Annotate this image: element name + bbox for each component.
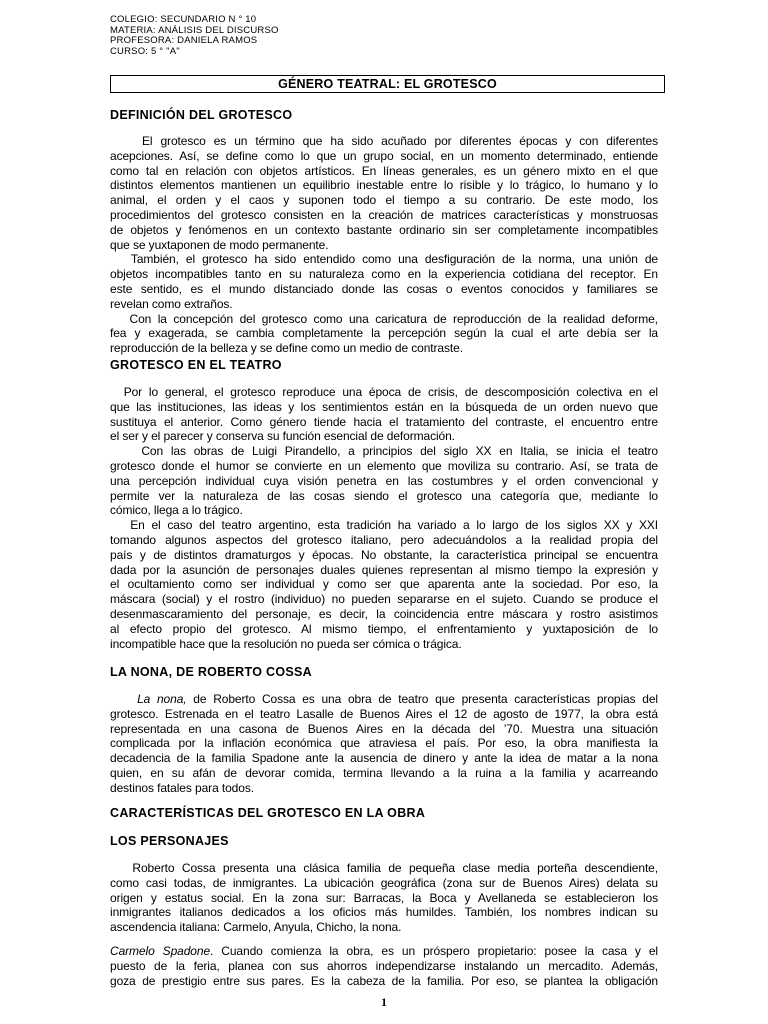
text-line: Por lo general, el grotesco reproduce una época de crisis, de descomposición colectiva en el: [110, 385, 658, 399]
text-line: representada en una casona de Buenos Aires en la década del ’70. Muestra una situación: [110, 721, 658, 736]
play-title: La nona,: [137, 692, 187, 706]
section-body-teatro: [110, 385, 658, 651]
text-line: el ser y el parecer y conserva su función esencial de deformación.: [110, 429, 455, 444]
text-line: complicada por la inflación económica que atraviesa el país. Por eso, la obra manifiesta la: [110, 736, 658, 751]
text-line: inmigrantes italianos dedicados a los oficios más humildes. También, los nombres indican su: [110, 905, 658, 920]
section-heading-definicion: DEFINICIÓN DEL GROTESCO: [110, 108, 293, 122]
section-body-definicion: [110, 134, 658, 356]
document-title: GÉNERO TEATRAL: EL GROTESCO: [110, 75, 665, 93]
page-number: 1: [381, 995, 387, 1009]
text-line: dada por la asunción de personajes duales quienes representan al mismo tiempo la expresión y: [110, 562, 658, 577]
section-heading-personajes: LOS PERSONAJES: [110, 834, 229, 848]
text-line: puesto de la feria, planea con sus ahorros independizarse instalando un mercadito. Además,: [110, 958, 658, 973]
text-line: ascendencia italiana: Carmelo, Anyula, Chicho, la nona.: [110, 920, 402, 935]
section-heading-caracteristicas: CARACTERÍSTICAS DEL GROTESCO EN LA OBRA: [110, 806, 426, 820]
section-body-la-nona: [110, 692, 658, 796]
text-line: una percepción individual cuya visión penetra en las costumbres y el orden convencional y: [110, 473, 658, 488]
text-line: máscara (social) y el rostro (individuo) no pueden separarse en el sujeto. Cuando se produce el: [110, 592, 658, 607]
text-line: este sentido, es el mundo distanciado donde las cosas o eventos conocidos y familiares se: [110, 281, 658, 296]
text-line: el ocultamiento como ser individual y como ser que aparenta ante la sociedad. Por eso, la: [110, 577, 658, 592]
text-line: quien, en su afán de devorar comida, termina llevando a la ruina a la familia y acarreando: [110, 765, 658, 780]
text-line: procedimientos del grotesco consisten en la creación de matrices características y monstruosas: [110, 207, 658, 222]
document-header: [110, 15, 279, 57]
text-line: distintos elementos mantienen un equilibrio inestable entre lo risible y lo trágico, lo humano y lo: [110, 178, 658, 193]
section-heading-teatro: GROTESCO EN EL TEATRO: [110, 358, 282, 372]
text-line: También, el grotesco ha sido entendido como una desfiguración de la norma, una unión de: [110, 252, 658, 267]
text-line: [110, 944, 658, 959]
course-line: CURSO: 5 ° "A": [110, 45, 180, 57]
character-name: Carmelo Spadone: [110, 944, 211, 958]
text-fragment: . Cuando comienza la obra, es un próspero propietario: posee la casa y el: [210, 944, 658, 958]
text-line: al efecto propio del grotesco. Al mismo tiempo, el enfrentamiento y yuxtaposición de lo: [110, 621, 658, 636]
text-line: de objetos y fenómenos en un contexto bastante ordinario sin ser completamente incompatibles: [110, 222, 658, 237]
subject-line: MATERIA: ANÁLISIS DEL DISCURSO: [110, 24, 279, 36]
text-line: goza de prestigio entre sus pares. Es la cabeza de la familia. Por eso, se plantea la obligación: [110, 973, 658, 988]
school-line: COLEGIO: SECUNDARIO N ° 10: [110, 14, 257, 25]
text-line: incompatible hace que la resolución no pueda ser cómica o trágica.: [110, 636, 462, 651]
text-line: El grotesco es un término que ha sido acuñado por diferentes épocas y con diferentes: [110, 134, 658, 148]
text-line: acepciones. Así, se define como lo que un grupo social, en un momento determinado, entiende: [110, 148, 658, 163]
text-line: que las instituciones, las ideas y los sentimientos están en la búsqueda de un orden nuevo que: [110, 399, 658, 414]
text-line: objetos incompatibles tanto en su naturaleza como en la experiencia cotidiana del receptor. En: [110, 267, 658, 282]
text-line: origen y estatus social. En la zona sur: Barracas, la Boca y Avellaneda se establecieron los: [110, 890, 658, 905]
text-line: decadencia de la familia Spadone ante la ausencia de dinero y ante la idea de matar a la nona: [110, 751, 658, 766]
text-line: [110, 692, 658, 707]
character-carmelo: [110, 944, 658, 988]
section-heading-la-nona: LA NONA, DE ROBERTO COSSA: [110, 665, 312, 679]
text-fragment: de Roberto Cossa es una obra de teatro que presenta características propias del: [186, 692, 658, 706]
text-line: Con la concepción del grotesco como una caricatura de reproducción de la realidad deforme,: [110, 311, 658, 326]
text-line: desenmascaramiento del personaje, es decir, la coincidencia entre máscara y rostro asistimos: [110, 606, 658, 621]
text-line: reproducción de la belleza y se define como un medio de contraste.: [110, 341, 463, 356]
text-line: En el caso del teatro argentino, esta tradición ha variado a lo largo de los siglos XX y XXI: [110, 518, 658, 533]
text-line: revelan como extraños.: [110, 296, 233, 311]
text-line: destinos fatales para todos.: [110, 780, 254, 795]
text-line: como tal en relación con objetos artísticos. En líneas generales, es un género mixto en el que: [110, 163, 658, 178]
text-line: como casi todas, de inmigrantes. La ubicación geográfica (zona sur de Buenos Aires) delata su: [110, 875, 658, 890]
teacher-line: PROFESORA: DANIELA RAMOS: [110, 35, 258, 46]
text-line: que se yuxtaponen de modo permanente.: [110, 237, 329, 252]
text-line: Roberto Cossa presenta una clásica familia de pequeña clase media porteña descendiente,: [110, 861, 658, 875]
text-line: grotesco. Estrenada en el teatro Lasalle de Buenos Aires el 12 de agosto de 1977, la obra está: [110, 706, 658, 721]
text-line: animal, el orden y el caos y suponen todo el tiempo a su contrario. De este modo, los: [110, 193, 658, 208]
text-line: permite ver la naturaleza de las cosas siendo el grotesco una categoría que, mediante lo: [110, 488, 658, 503]
text-line: Con las obras de Luigi Pirandello, a principios del siglo XX en Italia, se inicia el teatro: [110, 444, 658, 459]
text-line: grotesco donde el humor se convierte en un elemento que moviliza su contrario. Así, se trata de: [110, 458, 658, 473]
text-line: sustituya el anterior. Como género tiende hacia el tratamiento del contraste, el encuentro entre: [110, 414, 658, 429]
text-line: tomando algunos aspectos del grotesco italiano, pero adecuándolos a la realidad propia del: [110, 532, 658, 547]
section-body-personajes: [110, 861, 658, 935]
text-line: país y de distintos dramaturgos y épocas. No obstante, la característica principal se encuentra: [110, 547, 658, 562]
text-line: cómico, llega a lo trágico.: [110, 503, 243, 518]
text-line: fea y exagerada, se cambia completamente la percepción según la cual el arte debía ser la: [110, 326, 658, 341]
